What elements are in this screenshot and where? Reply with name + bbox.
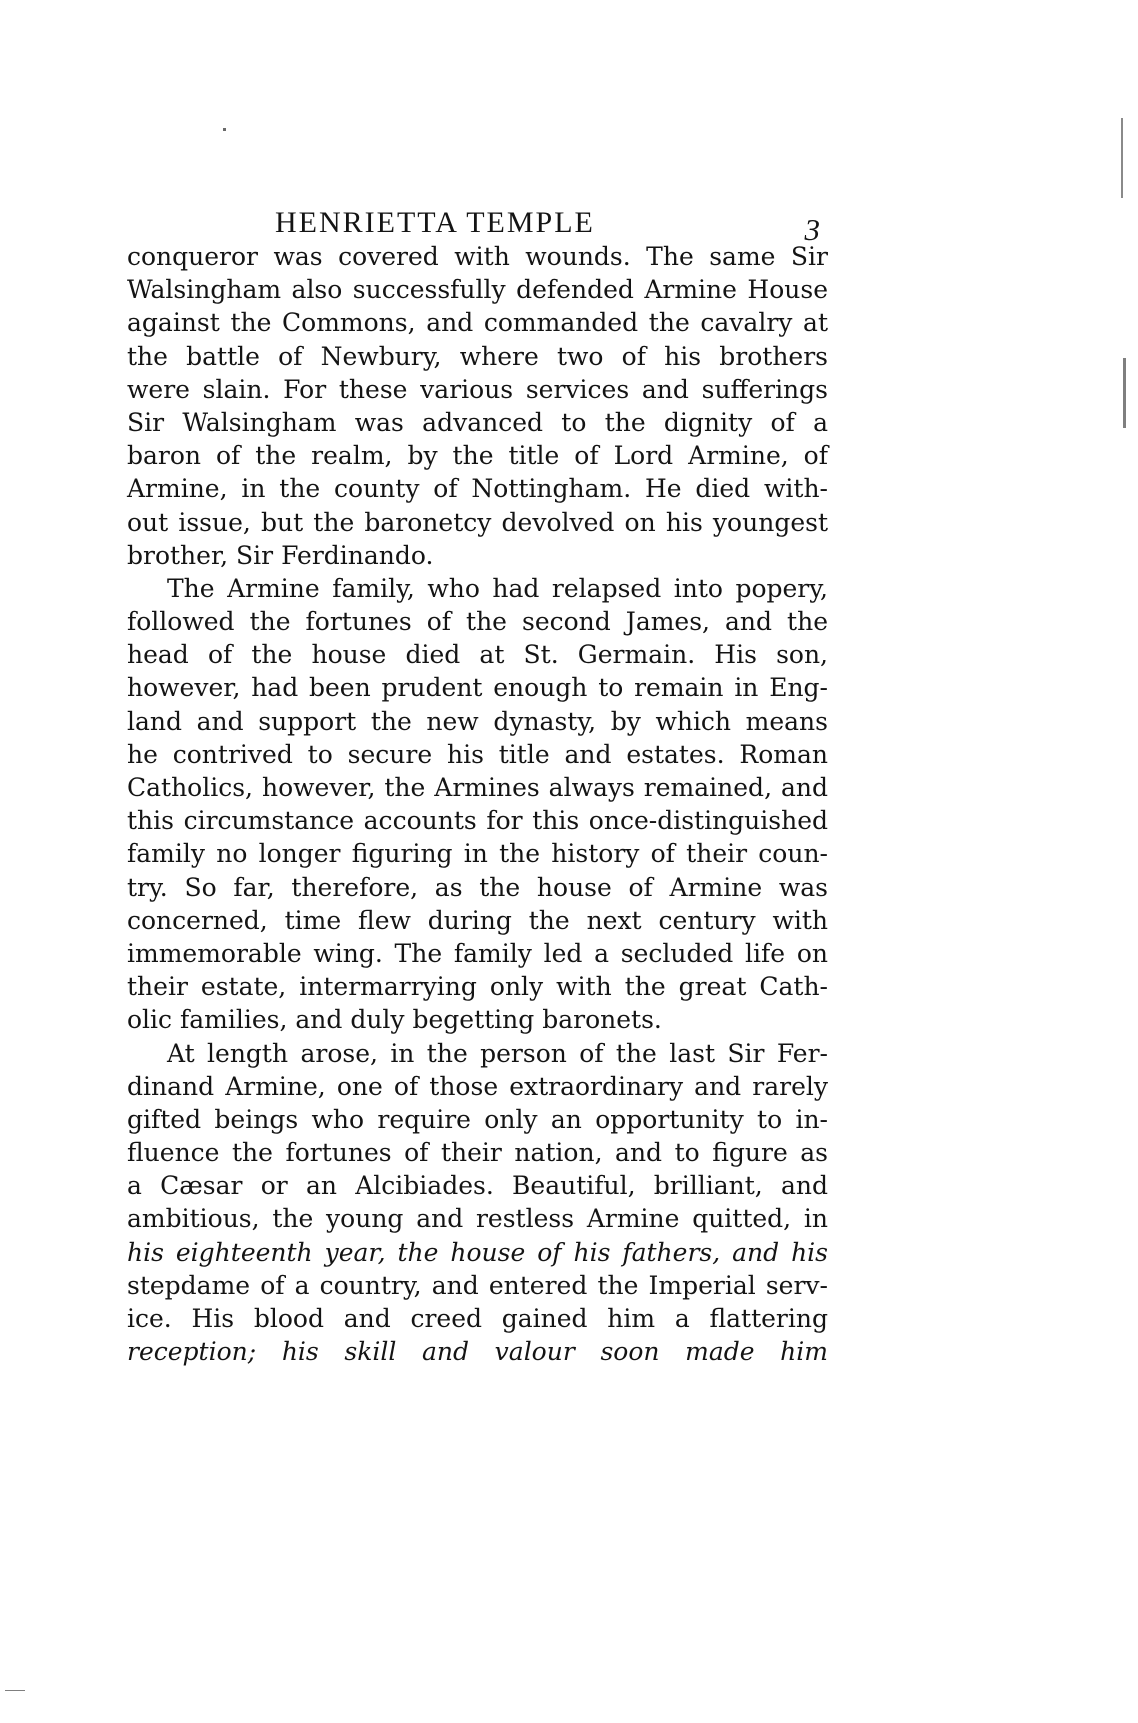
text-line: brother, Sir Ferdinando. xyxy=(127,540,434,570)
text-line: Armine, in the county of Nottingham. He died with- xyxy=(127,474,828,504)
text-line: this circumstance accounts for this once-distinguished xyxy=(127,806,828,836)
text-line: stepdame of a country, and entered the Imperial serv- xyxy=(127,1270,828,1300)
body-text xyxy=(127,240,828,1368)
text-line: dinand Armine, one of those extraordinary and rarely xyxy=(127,1071,828,1101)
text-line: conqueror was covered with wounds. The same Sir xyxy=(127,242,828,271)
running-title: HENRIETTA TEMPLE xyxy=(275,206,595,239)
text-line: the battle of Newbury, where two of his brothers xyxy=(127,341,828,371)
text-line: Walsingham also successfully defended Armine House xyxy=(127,275,828,305)
text-line: try. So far, therefore, as the house of Armine was xyxy=(127,872,828,902)
text-line: Sir Walsingham was advanced to the dignity of a xyxy=(127,407,828,437)
text-line: gifted beings who require only an opportunity to in- xyxy=(127,1104,828,1134)
text-line: reception; his skill and valour soon made him xyxy=(127,1337,828,1367)
page-number: 3 xyxy=(804,212,820,247)
running-head xyxy=(127,205,828,245)
text-line: head of the house died at St. Germain. His son, xyxy=(127,640,828,670)
text-line: Catholics, however, the Armines always remained, and xyxy=(127,773,828,802)
text-line: their estate, intermarrying only with the great Cath- xyxy=(127,972,828,1002)
text-line: olic families, and duly begetting baronets. xyxy=(127,1005,662,1035)
text-line: against the Commons, and commanded the cavalry at xyxy=(127,308,828,338)
scan-mark xyxy=(1121,118,1123,198)
text-line: he contrived to secure his title and estates. Roman xyxy=(127,739,828,769)
text-line: ice. His blood and creed gained him a flattering xyxy=(127,1304,828,1333)
text-line: followed the fortunes of the second James, and the xyxy=(127,607,828,637)
text-line: ambitious, the young and restless Armine quitted, in xyxy=(127,1204,828,1234)
text-line: concerned, time flew during the next century with xyxy=(127,905,828,935)
text-line: family no longer figuring in the history of their coun- xyxy=(127,839,828,869)
text-line: fluence the fortunes of their nation, and to figure as xyxy=(127,1138,828,1168)
paragraph-first-line: The Armine family, who had relapsed into popery, xyxy=(167,573,828,603)
scan-mark xyxy=(1123,358,1126,428)
scan-mark xyxy=(223,128,226,131)
text-line: however, had been prudent enough to remain in Eng- xyxy=(127,673,828,703)
scan-mark xyxy=(5,1690,25,1691)
text-line: baron of the realm, by the title of Lord Armine, of xyxy=(127,441,828,471)
text-line: land and support the new dynasty, by which means xyxy=(127,706,828,736)
text-line: immemorable wing. The family led a secluded life on xyxy=(127,938,828,968)
text-line: a Cæsar or an Alcibiades. Beautiful, brilliant, and xyxy=(127,1171,828,1201)
paragraph-first-line: At length arose, in the person of the last Sir Fer- xyxy=(167,1038,828,1068)
text-line: were slain. For these various services and sufferings xyxy=(127,374,828,404)
text-line: his eighteenth year, the house of his fathers, and his xyxy=(127,1237,828,1267)
text-line: out issue, but the baronetcy devolved on his youngest xyxy=(127,507,828,537)
